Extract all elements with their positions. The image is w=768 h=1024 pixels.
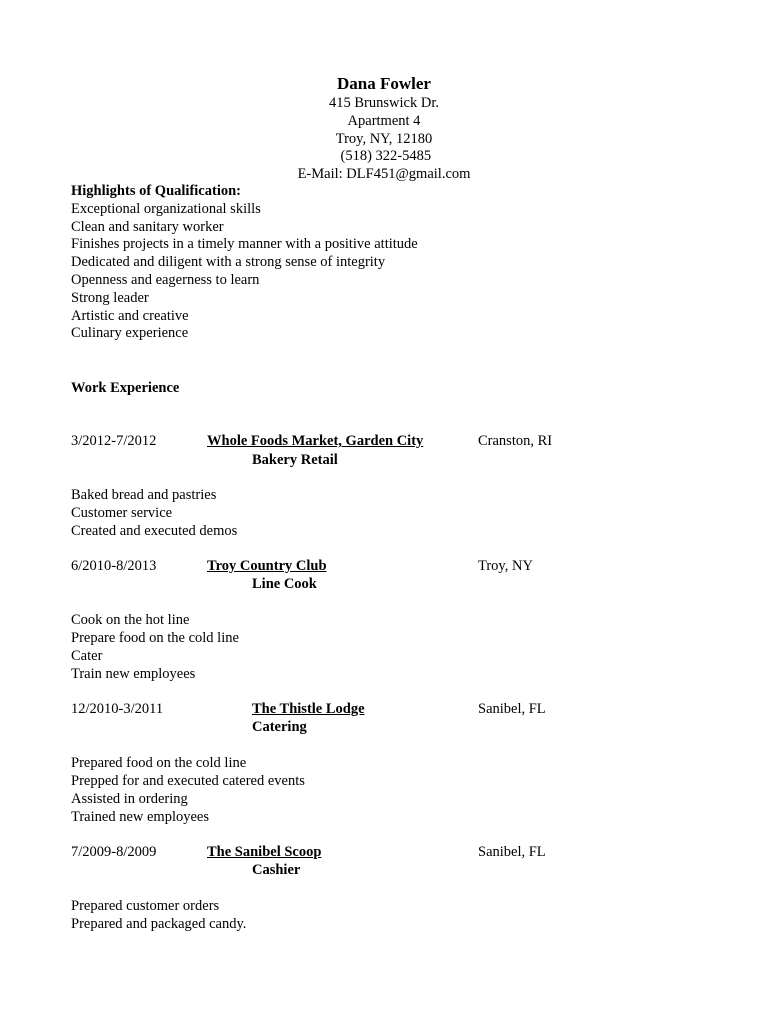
contact-header: [0, 73, 768, 184]
job-duties: [71, 754, 305, 826]
duty-item: Prepared and packaged candy.: [71, 916, 247, 932]
highlight-item: Openness and eagerness to learn: [71, 271, 260, 288]
duty-item: Train new employees: [71, 666, 196, 682]
duty-item: Created and executed demos: [71, 523, 238, 539]
highlight-item: Finishes projects in a timely manner with a positive attitude: [71, 236, 418, 253]
job-dates: 3/2012-7/2012: [71, 433, 157, 449]
email-address: E-Mail: DLF451@gmail.com: [297, 166, 471, 183]
job-location: Sanibel, FL: [478, 701, 546, 717]
highlight-item: Clean and sanitary worker: [71, 218, 224, 235]
highlights-section: [71, 183, 418, 343]
address-line-2: Apartment 4: [347, 112, 421, 129]
highlight-item: Strong leader: [71, 289, 149, 306]
highlights-heading: Highlights of Qualification:: [71, 183, 241, 199]
duty-item: Prepared customer orders: [71, 898, 220, 914]
job-employer: The Thistle Lodge: [252, 701, 365, 717]
duty-item: Baked bread and pastries: [71, 487, 217, 503]
job-location: Troy, NY: [478, 558, 533, 574]
job-employer: Troy Country Club: [207, 558, 327, 574]
job-location: Sanibel, FL: [478, 844, 546, 860]
job-title: Bakery Retail: [252, 452, 338, 468]
address-line-1: 415 Brunswick Dr.: [329, 95, 439, 111]
duty-item: Trained new employees: [71, 809, 209, 825]
duty-item: Assisted in ordering: [71, 791, 188, 807]
highlight-item: Artistic and creative: [71, 307, 189, 324]
job-employer: The Sanibel Scoop: [207, 844, 322, 860]
highlight-item: Dedicated and diligent with a strong sense of integrity: [71, 254, 386, 271]
phone-number: (518) 322-5485: [336, 148, 432, 165]
highlight-item: Culinary experience: [71, 325, 189, 342]
job-row: [71, 700, 711, 718]
highlight-item: Exceptional organizational skills: [71, 200, 261, 217]
duty-item: Prepare food on the cold line: [71, 630, 239, 646]
job-location: Cranston, RI: [478, 433, 553, 449]
job-employer: Whole Foods Market, Garden City: [207, 433, 424, 449]
city-state-zip: Troy, NY, 12180: [335, 130, 433, 147]
job-title: Catering: [252, 719, 307, 735]
job-duties: [71, 897, 246, 933]
work-experience-heading: Work Experience: [71, 380, 180, 396]
job-row: [71, 557, 711, 575]
duty-item: Cater: [71, 648, 103, 664]
duty-item: Cook on the hot line: [71, 612, 190, 628]
job-dates: 6/2010-8/2013: [71, 558, 157, 574]
job-duties: [71, 486, 237, 540]
applicant-name: Dana Fowler: [337, 74, 431, 93]
duty-item: Customer service: [71, 505, 173, 521]
duty-item: Prepared food on the cold line: [71, 755, 247, 771]
job-row: [71, 432, 711, 450]
job-dates: 7/2009-8/2009: [71, 844, 157, 860]
job-title: Cashier: [252, 862, 301, 878]
job-duties: [71, 611, 239, 683]
job-row: [71, 843, 711, 861]
job-dates: 12/2010-3/2011: [71, 701, 164, 717]
job-title: Line Cook: [252, 576, 317, 592]
duty-item: Prepped for and executed catered events: [71, 773, 305, 789]
